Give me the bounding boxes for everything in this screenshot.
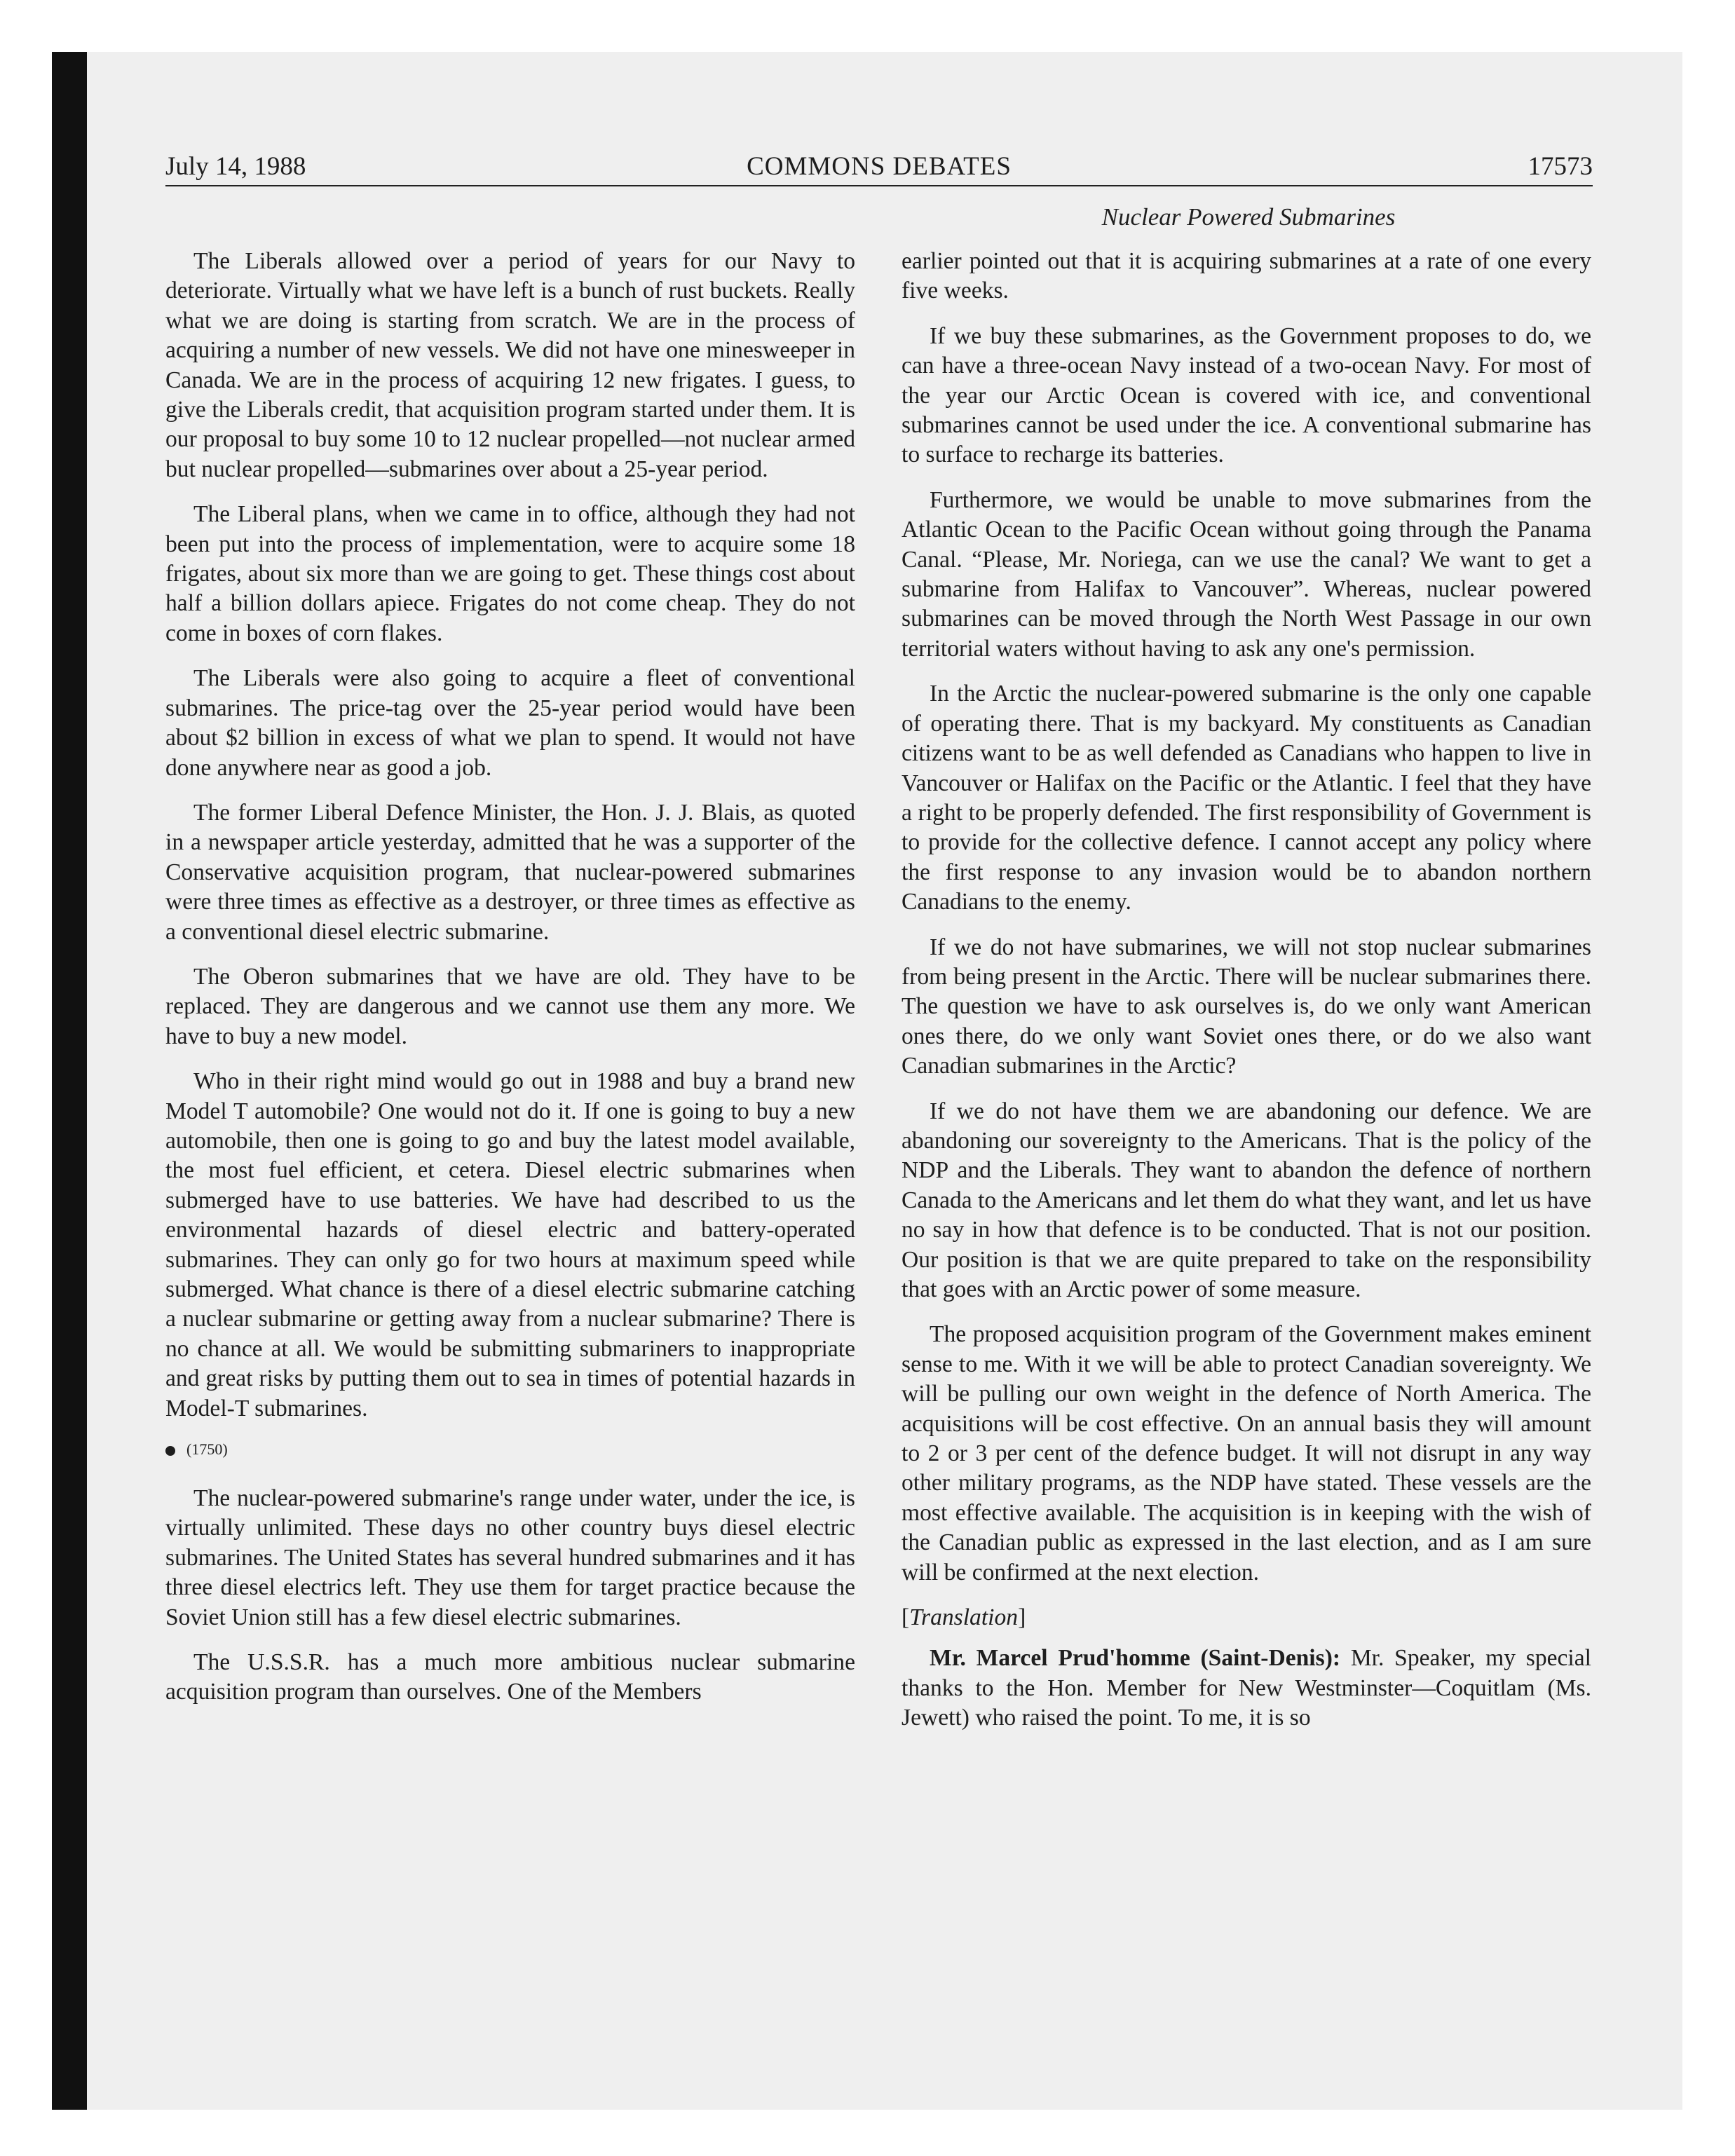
paragraph: The former Liberal Defence Minister, the Hon. J. J. Blais, as quoted in a newspaper article yesterday, admitted that he was a supporter of the Conservative acquisition program, that nuclear-powered submarines were three times as effective as a destroyer, or three times as effective as a conventional diesel electric submarine. — [165, 799, 855, 945]
paragraph: The Oberon submarines that we have are old. They have to be replaced. They are dangerous and we cannot use them any more. We have to buy a new model. — [165, 963, 855, 1049]
speaker-name: Mr. Marcel Prud'homme (Saint-Denis): — [930, 1645, 1341, 1672]
header-rule — [165, 185, 1593, 186]
paragraph: The Liberal plans, when we came in to office, although they had not been put into the process of implementation, were to acquire some 18 frigates, about six more than we are going to get. These things cost about half a billion dollars apiece. Frigates do not come cheap. They do not come in boxes of corn flakes. — [165, 501, 855, 646]
header-date: July 14, 1988 — [165, 152, 306, 181]
binding-edge — [52, 52, 87, 2110]
continued-paragraph: earlier pointed out that it is acquiring submarines at a rate of one every five weeks. — [901, 248, 1591, 304]
bullet-dot-icon — [165, 1446, 175, 1456]
paragraph: If we buy these submarines, as the Government proposes to do, we can have a three-ocean Navy instead of a two-ocean Navy. For most of the year our Arctic Ocean is covered with ice, and conventional submarines cannot be used under the ice. A conventional submarine has to surface to recharge its batteries. — [901, 322, 1591, 468]
paragraph: If we do not have submarines, we will not stop nuclear submarines from being present in the Arctic. There will be nuclear submarines there. The question we have to ask ourselves is, do we only want American ones there, do we only want Soviet ones there, or do we also want Canadian submarines in the Arctic? — [901, 934, 1591, 1079]
paragraph: The U.S.S.R. has a much more ambitious nuclear submarine acquisition program than ourselves. One of the Members — [165, 1649, 855, 1705]
header-page-number: 17573 — [1528, 152, 1593, 181]
header-title: COMMONS DEBATES — [747, 152, 1012, 181]
paragraph: The nuclear-powered submarine's range under water, under the ice, is virtually unlimited. These days no other country buys diesel electric submarines. The United States has several hundred submarines and it has three diesel electrics left. They use them for target practice because the Soviet Union still has a few diesel electric submarines. — [165, 1485, 855, 1630]
left-column — [165, 247, 855, 1723]
paragraph: The proposed acquisition program of the Government makes eminent sense to me. With it we will be able to protect Canadian sovereignty. We will be pulling our own weight in the defence of North America. The acquisitions will be cost effective. On an annual basis they will amount to 2 or 3 per cent of the defence budget. It will not disrupt in any way other military programs, as the NDP have stated. These vessels are the most effective available. The acquisition is in keeping with the wish of the Canadian public as expressed in the last election, and as I am sure will be confirmed at the next election. — [901, 1321, 1591, 1585]
paragraph: If we do not have them we are abandoning our defence. We are abandoning our sovereignty to the Americans. That is the policy of the NDP and the Liberals. They want to abandon the defence of northern Canada to the Americans and let them do what they want, and let us have no say in how that defence is to be conducted. That is not our position. Our position is that we are quite prepared to take on the responsibility that goes with an Arctic power of some measure. — [901, 1098, 1591, 1302]
paragraph: In the Arctic the nuclear-powered submarine is the only one capable of operating there. That is my backyard. My constituents as Canadian citizens want to be as well defended as Canadians who happen to live in Vancouver or Halifax on the Pacific or the Atlantic. I feel that they have a right to be properly defended. The first responsibility of Government is to provide for the collective defence. I cannot accept any policy where the first response to any invasion would be to abandon northern Canadians to the enemy. — [901, 681, 1591, 915]
right-column — [901, 247, 1591, 1749]
speaker-text: Mr. Speaker, my special thanks to the Hon. Member for New Westminster—Coquitlam (Ms. Jewett) who raised the point. To me, it is so — [901, 1645, 1591, 1731]
paragraph: The Liberals were also going to acquire a fleet of conventional submarines. The price-tag over the 25-year period would have been about $2 billion in excess of what we plan to spend. It would not have done anywhere near as good a job. — [165, 665, 855, 781]
paragraph: Who in their right mind would go out in 1988 and buy a brand new Model T automobile? One would not do it. If one is going to buy a new automobile, then one is going to go and buy the latest model available, the most fuel efficient, et cetera. Diesel electric submarines when submerged have to use batteries. We have had described to us the environmental hazards of diesel electric and battery-operated submarines. They can only go for two hours at maximum speed while submerged. What chance is there of a diesel electric submarine catching a nuclear submarine or getting away from a nuclear submarine? There is no chance at all. We would be submitting submariners to inappropriate and great risks by putting them out to sea in times of potential hazards in Model-T submarines. — [165, 1068, 855, 1421]
speaker-paragraph — [901, 1644, 1591, 1733]
paragraph: The Liberals allowed over a period of years for our Navy to deteriorate. Virtually what we have left is a bunch of rust buckets. Really what we are doing is starting from scratch. We are in the process of acquiring a number of new vessels. We did not have one minesweeper in Canada. We are in the process of acquiring 12 new frigates. I guess, to give the Liberals credit, that acquisition program started under them. It is our proposal to buy some 10 to 12 nuclear propelled—not nuclear armed but nuclear propelled—submarines over about a 25-year period. — [165, 248, 855, 482]
translation-note: [Translation] — [901, 1604, 1026, 1631]
running-header — [165, 151, 1593, 188]
time-marker — [165, 1439, 855, 1460]
time-marker-label: (1750) — [186, 1440, 228, 1459]
paragraph: Furthermore, we would be unable to move submarines from the Atlantic Ocean to the Pacific Ocean without going through the Panama Canal. “Please, Mr. Noriega, can we use the canal? We want to get a submarine from Halifax to Vancouver”. Whereas, nuclear powered submarines can be moved through the North West Passage in our own territorial waters without having to ask any one's permission. — [901, 486, 1591, 662]
translation-label: Translation — [909, 1604, 1019, 1631]
section-subheading: Nuclear Powered Submarines — [1101, 203, 1396, 231]
